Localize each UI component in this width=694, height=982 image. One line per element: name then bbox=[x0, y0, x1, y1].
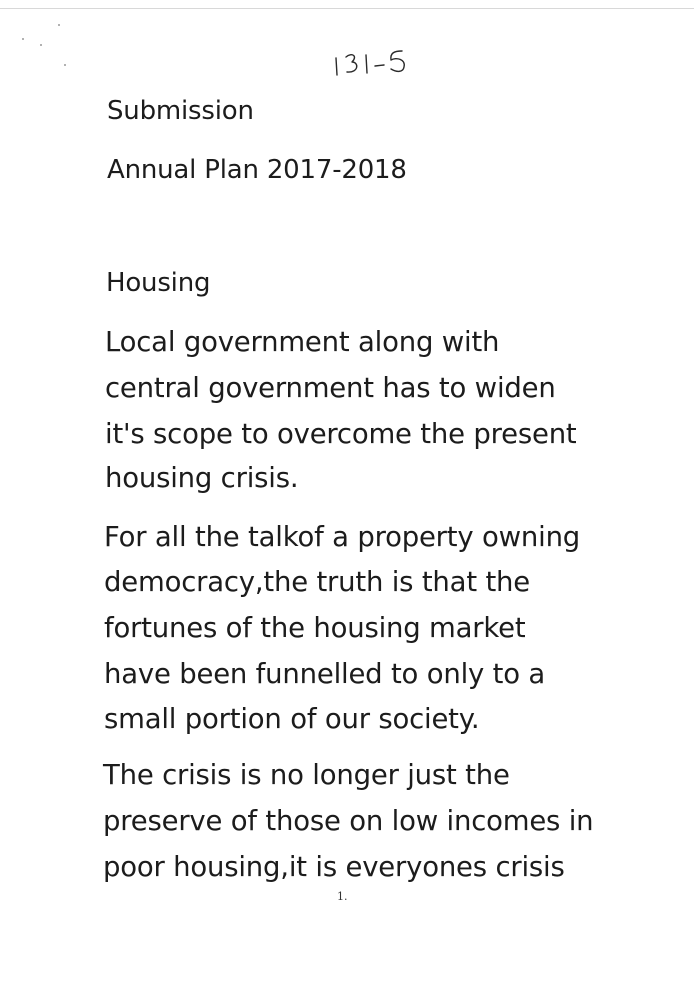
page-number: 1. bbox=[337, 890, 348, 903]
paragraph-1-line-4: housing crisis. bbox=[105, 462, 299, 494]
paragraph-2-line-1: For all the talkof a property owning bbox=[104, 521, 581, 553]
scan-speck bbox=[64, 64, 66, 66]
paragraph-1-line-2: central government has to widen bbox=[105, 372, 556, 404]
paragraph-2-line-2: democracy,the truth is that the bbox=[104, 566, 530, 598]
paragraph-2-line-5: small portion of our society. bbox=[104, 703, 480, 735]
paragraph-3-line-2: preserve of those on low incomes in bbox=[103, 805, 594, 837]
paragraph-1-line-3: it's scope to overcome the present bbox=[105, 418, 577, 450]
handwritten-note bbox=[330, 42, 420, 82]
paragraph-1-line-1: Local government along with bbox=[105, 326, 500, 358]
scan-speck bbox=[40, 44, 42, 46]
scan-speck bbox=[22, 38, 24, 40]
paragraph-3-line-1: The crisis is no longer just the bbox=[103, 759, 510, 791]
section-heading-housing: Housing bbox=[106, 268, 211, 298]
annual-plan-title: Annual Plan 2017-2018 bbox=[107, 155, 407, 185]
scan-speck bbox=[58, 24, 60, 26]
paragraph-2-line-4: have been funnelled to only to a bbox=[104, 658, 546, 690]
submission-title: Submission bbox=[107, 96, 254, 126]
paragraph-2-line-3: fortunes of the housing market bbox=[104, 612, 526, 644]
scan-edge bbox=[0, 8, 694, 9]
paragraph-3-line-3: poor housing,it is everyones crisis bbox=[103, 851, 565, 883]
